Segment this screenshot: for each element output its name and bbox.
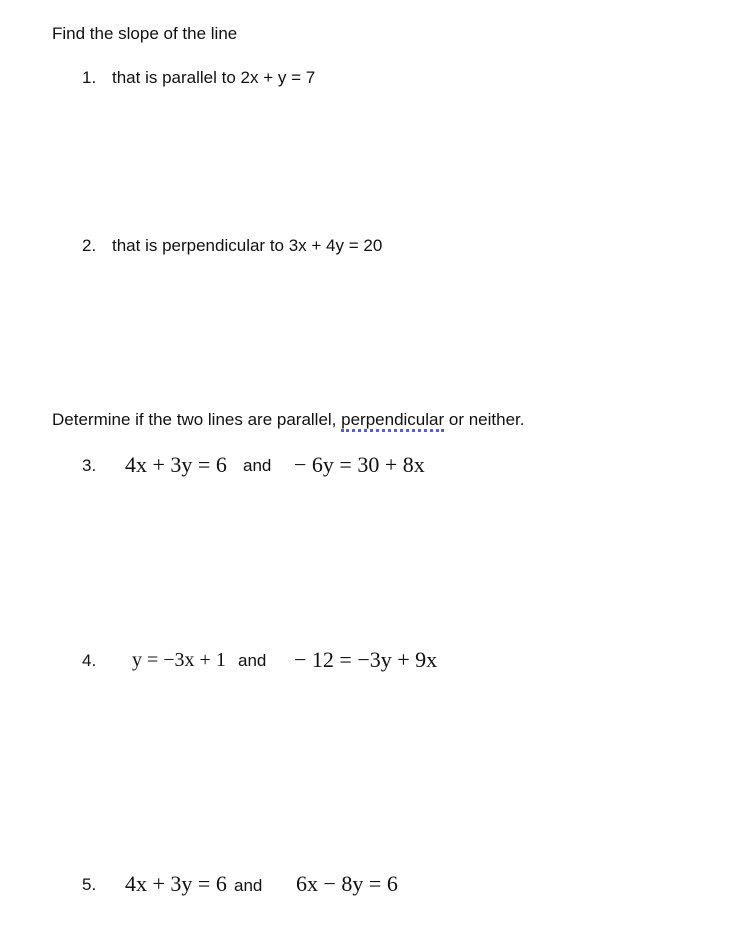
- item-5-number: 5.: [82, 875, 97, 894]
- item-1-number: 1.: [82, 68, 97, 87]
- item-3-number: 3.: [82, 456, 97, 475]
- item-3-connector: and: [243, 456, 272, 475]
- section2-heading-before: Determine if the two lines are parallel,: [52, 410, 342, 429]
- item-2-text: that is perpendicular to 3x + 4y = 20: [112, 236, 383, 255]
- item-5-equation-1: 4x + 3y = 6: [125, 871, 227, 896]
- item-1-text: that is parallel to 2x + y = 7: [112, 68, 316, 87]
- item-5-equation-2: 6x − 8y = 6: [296, 871, 398, 896]
- item-4-equation-2: − 12 = −3y + 9x: [294, 647, 438, 672]
- section1-heading: Find the slope of the line: [52, 24, 238, 43]
- spellcheck-flagged-word[interactable]: perpendicular: [341, 410, 444, 432]
- item-5-connector: and: [234, 876, 263, 895]
- item-4-number: 4.: [82, 651, 97, 670]
- item-3-equation-1: 4x + 3y = 6: [125, 452, 227, 477]
- section2-heading-after: or neither.: [444, 410, 525, 429]
- item-4-equation-1: y = −3x + 1: [132, 649, 226, 671]
- section2-heading: [52, 410, 524, 430]
- item-4-connector: and: [238, 651, 267, 670]
- item-2-number: 2.: [82, 236, 97, 255]
- item-3-equation-2: − 6y = 30 + 8x: [294, 452, 425, 477]
